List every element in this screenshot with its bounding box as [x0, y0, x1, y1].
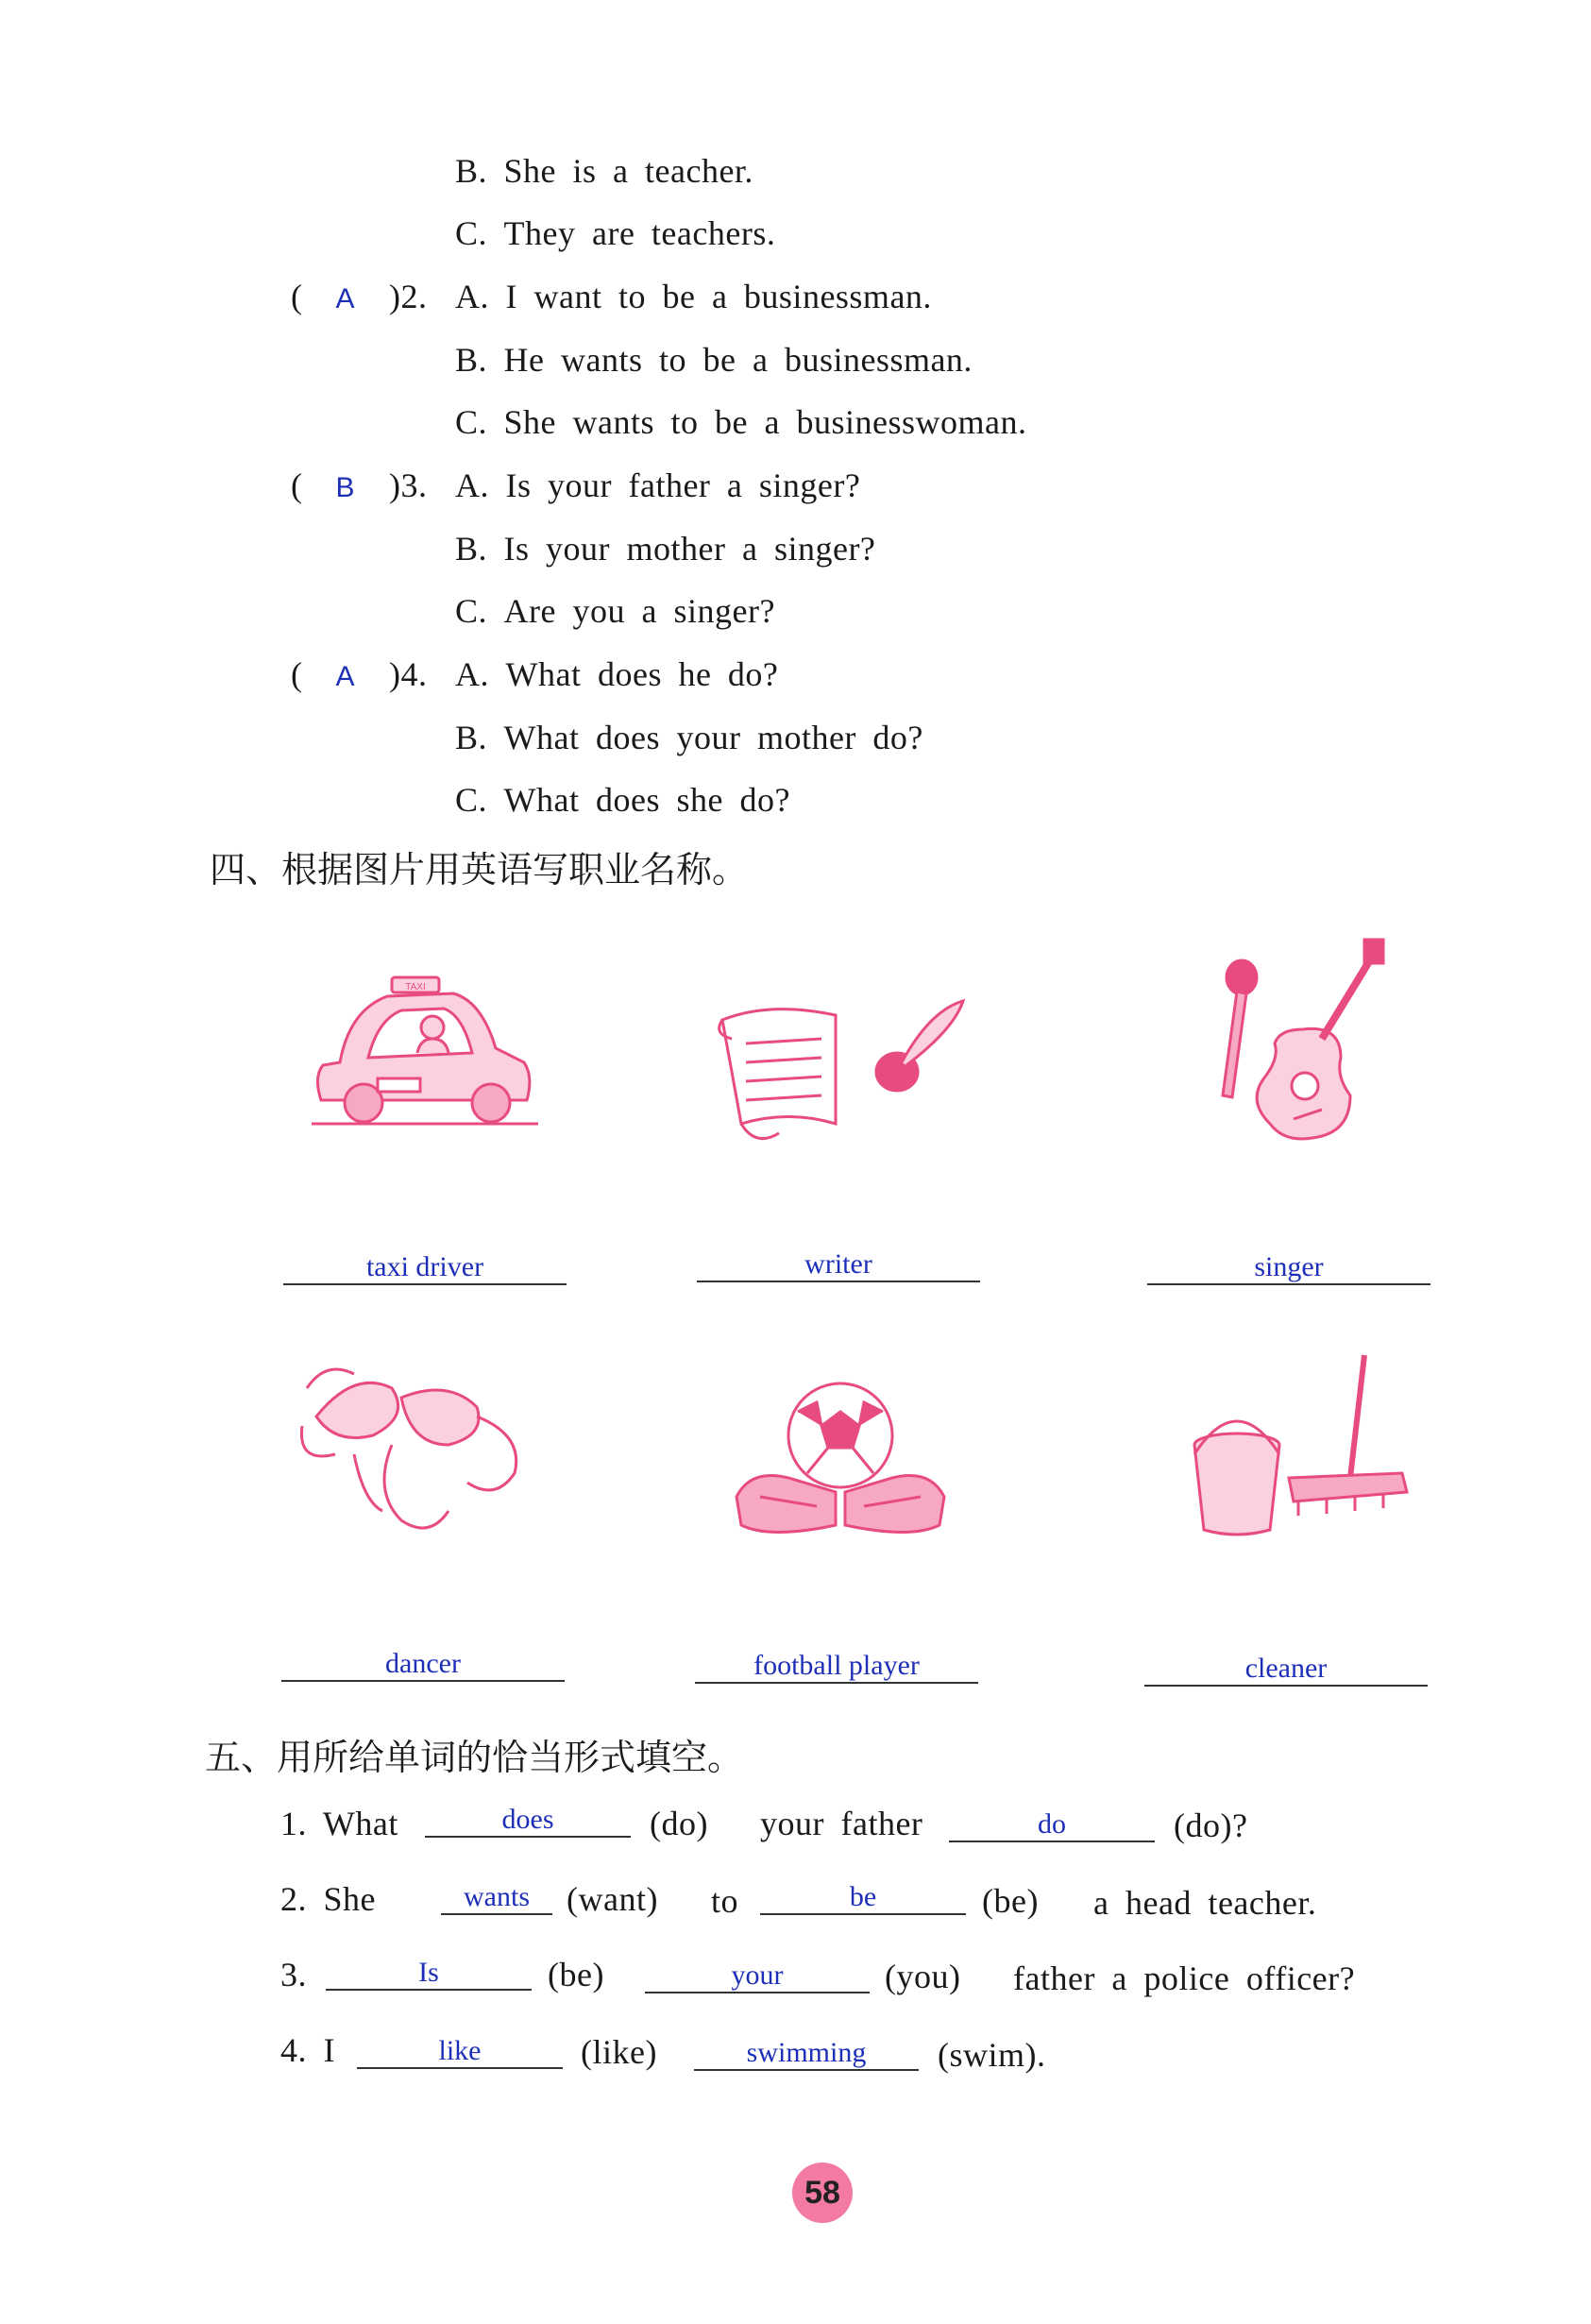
- q3-option-b: B. Is your mother a singer?: [455, 530, 876, 568]
- fill-item-1-hint-1: (do): [650, 1805, 708, 1842]
- fill-item-2-blank-2[interactable]: be: [760, 1881, 966, 1915]
- fill-item-2-tail: a head teacher.: [1093, 1884, 1317, 1922]
- q1-option-c: C. They are teachers.: [455, 214, 776, 252]
- section4-heading: 四、根据图片用英语写职业名称。: [210, 849, 749, 891]
- fill-item-2-number: 2. She: [280, 1880, 376, 1918]
- q2-number: )2.: [389, 278, 428, 315]
- fill-item-4-hint-1: (like): [581, 2033, 657, 2071]
- answer-field-football-player[interactable]: football player: [695, 1650, 978, 1684]
- q4-option-b: B. What does your mother do?: [455, 719, 923, 756]
- q4-bracket: ( A: [291, 655, 356, 693]
- answer-field-writer[interactable]: writer: [697, 1248, 980, 1282]
- q4-number: )4.: [389, 655, 428, 693]
- taxi-sign-text: TAXI: [405, 982, 426, 992]
- fill-item-2-hint-1: (want): [567, 1880, 658, 1918]
- q4-option-a: A. What does he do?: [455, 655, 779, 693]
- section5-heading: 五、用所给单词的恰当形式填空。: [205, 1737, 744, 1778]
- fill-item-3-number: 3.: [280, 1956, 307, 1993]
- quill-scroll-icon: [713, 992, 977, 1152]
- answer-field-cleaner[interactable]: cleaner: [1144, 1653, 1428, 1687]
- ballet-shoes-icon: [297, 1360, 533, 1539]
- q4-answer: A: [335, 661, 356, 692]
- answer-field-taxi-driver[interactable]: taxi driver: [283, 1251, 567, 1285]
- fill-item-2-middle: to: [711, 1882, 739, 1920]
- q3-bracket: ( B: [291, 466, 356, 504]
- q4-option-c: C. What does she do?: [455, 781, 790, 819]
- q2-answer: A: [335, 283, 356, 314]
- fill-item-4-blank-1[interactable]: like: [357, 2035, 563, 2069]
- answer-field-dancer[interactable]: dancer: [281, 1648, 565, 1682]
- q2-option-b: B. He wants to be a businessman.: [455, 341, 973, 379]
- q1-option-b: B. She is a teacher.: [455, 152, 753, 190]
- fill-item-3-blank-2[interactable]: your: [645, 1959, 870, 1993]
- guitar-microphone-icon: [1199, 935, 1388, 1152]
- fill-item-1-blank-1[interactable]: does: [425, 1804, 631, 1838]
- fill-item-1-middle: your father: [760, 1805, 923, 1842]
- football-boots-icon: [732, 1374, 949, 1553]
- fill-item-4-hint-2: (swim).: [938, 2036, 1046, 2074]
- fill-item-2-hint-2: (be): [982, 1882, 1039, 1920]
- q2-option-c: C. She wants to be a businesswoman.: [455, 403, 1027, 441]
- taxi-icon: [312, 973, 538, 1133]
- q3-number: )3.: [389, 466, 428, 504]
- fill-item-4-number: 4. I: [280, 2031, 335, 2069]
- q3-option-c: C. Are you a singer?: [455, 592, 775, 630]
- fill-item-1-hint-2: (do)?: [1174, 1807, 1248, 1844]
- fill-item-3-hint-2: (you): [885, 1958, 961, 1995]
- fill-item-3-blank-1[interactable]: Is: [326, 1957, 532, 1991]
- fill-item-3-hint-1: (be): [548, 1956, 604, 1993]
- fill-item-2-blank-1[interactable]: wants: [441, 1881, 552, 1915]
- bucket-mop-icon: [1176, 1350, 1412, 1549]
- q2-option-a: A. I want to be a businessman.: [455, 278, 932, 315]
- fill-item-4-blank-2[interactable]: swimming: [694, 2037, 919, 2071]
- fill-item-1-blank-2[interactable]: do: [949, 1808, 1155, 1842]
- q2-bracket: ( A: [291, 278, 356, 315]
- fill-item-1-number: 1. What: [280, 1805, 398, 1842]
- q3-answer: B: [335, 472, 356, 503]
- fill-item-3-tail: father a police officer?: [1013, 1959, 1356, 1997]
- q3-option-a: A. Is your father a singer?: [455, 466, 861, 504]
- answer-field-singer[interactable]: singer: [1147, 1251, 1430, 1285]
- page-number-badge: 58: [792, 2163, 853, 2223]
